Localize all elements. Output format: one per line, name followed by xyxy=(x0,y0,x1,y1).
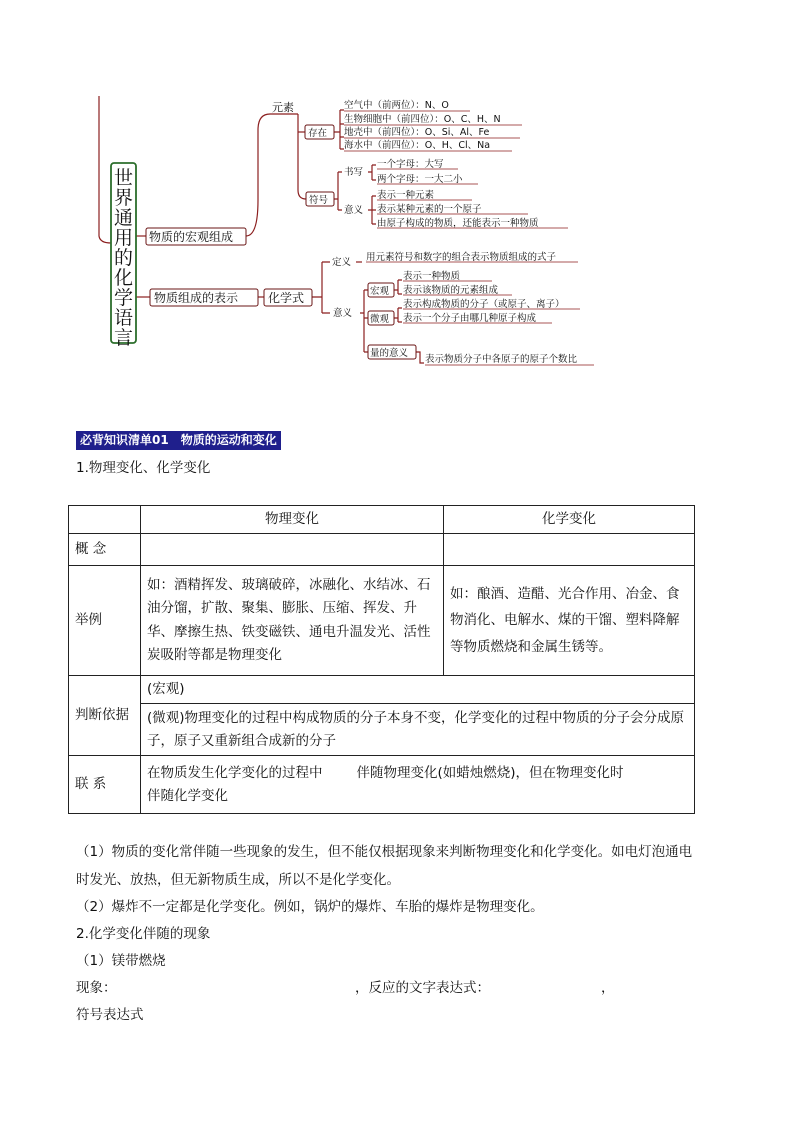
mind-map-root-text xyxy=(114,167,133,349)
note-line: 时发光、放热，但无新物质生成，所以不是化学变化。 xyxy=(76,872,400,888)
mind-map-macro-item: 表示一种物质 xyxy=(403,271,461,282)
note-line: （1）物质的变化常伴随一些现象的发生，但不能仅根据现象来判断物理变化和化学变化。如电灯泡通电 xyxy=(76,844,693,860)
table-cell xyxy=(141,534,444,566)
word-equation-label: ，反应的文字表达式： xyxy=(355,980,490,996)
item-magnesium: （1）镁带燃烧 xyxy=(76,953,166,969)
phenomenon-label: 现象： xyxy=(76,980,117,996)
mind-map-exist-item: 生物细胞中（前四位）：O、C、H、N xyxy=(344,114,501,125)
mind-map-micro-item: 表示构成物质的分子（或原子、离子） xyxy=(403,299,565,310)
mind-map-writing: 书写 xyxy=(344,167,364,178)
mind-map-exist-item: 地壳中（前四位）：O、Si、Al、Fe xyxy=(344,127,490,138)
section-tag: 必背知识清单01 xyxy=(80,433,169,447)
mind-map-root-label: 世界通用的化学语言 xyxy=(114,167,134,349)
mind-map-formula: 化学式 xyxy=(268,291,305,305)
note-line: （2）爆炸不一定都是化学变化。例如，锅炉的爆炸、车胎的爆炸是物理变化。 xyxy=(76,899,544,915)
table-cell xyxy=(444,534,695,566)
table-cell-example-physical: 如：酒精挥发、玻璃破碎，冰融化、水结冰、石油分馏，扩散、聚集、膨胀、压缩、挥发、升华、摩擦生热、铁变磁铁、通电升温发光、活性炭吸附等都是物理变化 xyxy=(141,566,444,676)
table-cell-basis-micro: (微观)物理变化的过程中构成物质的分子本身不变，化学变化的过程中物质的分子会分成原子，原子又重新组合成新的分子 xyxy=(141,704,695,756)
symbol-equation-label: 符号表达式 xyxy=(76,1007,144,1023)
table-cell-example-chemical: 如：酿酒、造醋、光合作用、冶金、食物消化、电解水、煤的干馏、塑料降解等物质燃烧和金属生锈等。 xyxy=(444,566,695,676)
table-header-blank xyxy=(69,506,141,534)
table-header-chemical: 化学变化 xyxy=(444,506,695,534)
mind-map-micro: 微观 xyxy=(370,314,390,325)
mind-map-quantity-text: 表示物质分子中各原子的原子个数比 xyxy=(425,354,578,365)
mind-map-writing-item: 两个字母：一大二小 xyxy=(377,174,463,185)
mind-map-macro: 宏观 xyxy=(370,286,390,297)
mind-map-exist: 存在 xyxy=(308,128,328,139)
mind-map-meaning: 意义 xyxy=(344,205,364,216)
mind-map-exist-item: 海水中（前四位）：O、H、Cl、Na xyxy=(344,140,491,151)
mind-map-meaning-item: 表示某种元素的一个原子 xyxy=(377,204,482,215)
change-comparison-table xyxy=(68,505,695,814)
table-header-physical: 物理变化 xyxy=(141,506,444,534)
mind-map-formula-meaning: 意义 xyxy=(333,308,353,319)
heading-chemical-phenomena: 2.化学变化伴随的现象 xyxy=(76,926,211,942)
mind-map-writing-item: 一个字母：大写 xyxy=(377,159,444,170)
table-row-label-example: 举例 xyxy=(69,566,141,676)
table-row-label-concept: 概 念 xyxy=(69,534,141,566)
mind-map-symbol: 符号 xyxy=(309,195,329,206)
relation-text: 伴随化学变化 xyxy=(147,787,228,804)
table-row-label-basis: 判断依据 xyxy=(69,676,141,756)
mind-map-element: 元素 xyxy=(272,101,294,114)
mind-map-micro-item: 表示一个分子由哪几种原子构成 xyxy=(403,313,537,324)
relation-text: 在物质发生化学变化的过程中 xyxy=(147,764,323,781)
mind-map-meaning-item: 表示一种元素 xyxy=(377,190,435,201)
table-row-label-relation: 联 系 xyxy=(69,756,141,814)
mind-map xyxy=(0,0,794,380)
comma: ， xyxy=(601,980,615,996)
section-header xyxy=(76,431,281,450)
relation-text: 伴随物理变化(如蜡烛燃烧)，但在物理变化时 xyxy=(356,764,624,781)
mind-map-macro-item: 表示该物质的元素组成 xyxy=(403,285,499,296)
mind-map-definition-text: 用元素符号和数字的组合表示物质组成的式子 xyxy=(366,252,557,263)
table-cell-basis-macro: (宏观) xyxy=(141,676,695,704)
mind-map-definition: 定义 xyxy=(332,257,352,268)
mind-map-branch-macro: 物质的宏观组成 xyxy=(149,230,234,244)
mind-map-meaning-item: 由原子构成的物质，还能表示一种物质 xyxy=(377,218,539,229)
mind-map-quantity: 量的意义 xyxy=(370,348,409,359)
heading-physical-chemical-change: 1.物理变化、化学变化 xyxy=(76,460,211,476)
mind-map-exist-item: 空气中（前两位）：N、O xyxy=(344,100,449,111)
section-title: 物质的运动和变化 xyxy=(180,433,277,447)
mind-map-branch-representation: 物质组成的表示 xyxy=(154,291,239,305)
table-cell-relation xyxy=(141,756,695,814)
